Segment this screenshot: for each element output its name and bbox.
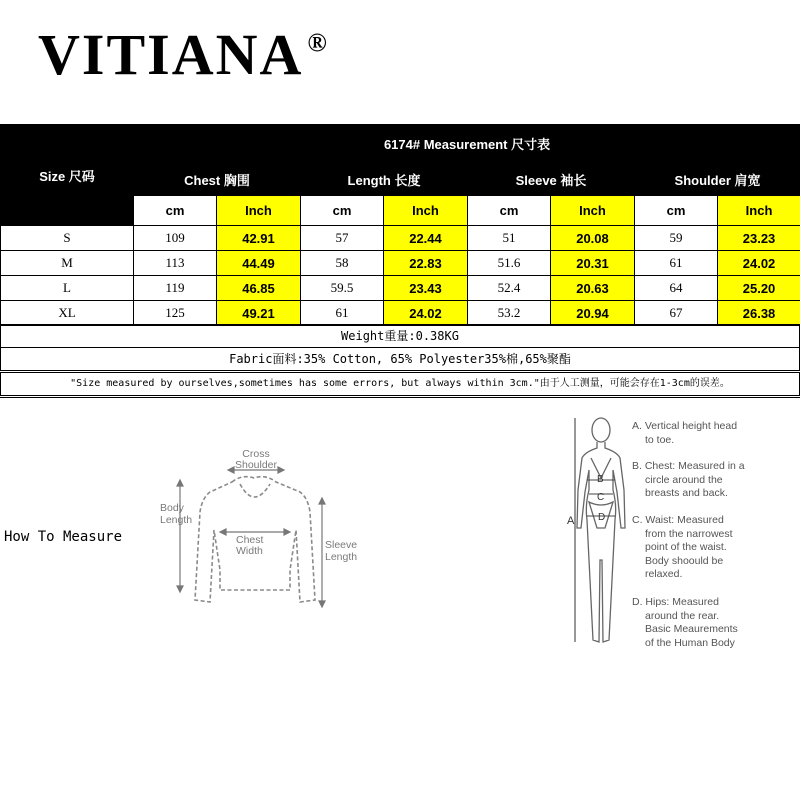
table-cell: 52.4 [468, 276, 551, 301]
table-cell: 109 [134, 226, 217, 251]
table-cell: 20.08 [551, 226, 635, 251]
sleeve-length-label-1: Sleeve [325, 539, 358, 551]
table-cell: 42.91 [217, 226, 301, 251]
desc-line: to toe. [645, 433, 675, 446]
table-cell: 23.23 [718, 226, 800, 251]
table-cell: 119 [134, 276, 217, 301]
desc-line: B. Chest: Measured in a [632, 460, 745, 472]
body-length-label-2: Length [160, 514, 193, 526]
group-shoulder: Shoulder 肩宽 [635, 163, 800, 196]
table-cell: 64 [635, 276, 718, 301]
desc-hips [632, 596, 792, 650]
desc-waist [632, 514, 792, 582]
unit-header: cm [301, 196, 384, 226]
desc-line: C. Waist: Measured [632, 514, 724, 526]
desc-line: breasts and back. [645, 487, 728, 499]
table-cell: 61 [301, 301, 384, 326]
desc-line: point of the waist. [645, 541, 727, 553]
arrow-icon [284, 529, 290, 535]
table-cell: 24.02 [718, 251, 800, 276]
table-cell: 22.44 [384, 226, 468, 251]
group-chest: Chest 胸围 [134, 163, 301, 196]
unit-header: cm [134, 196, 217, 226]
body-label-c: C [597, 492, 605, 503]
desc-chest [632, 460, 792, 501]
table-cell: 25.20 [718, 276, 800, 301]
desc-line: circle around the [645, 473, 723, 486]
size-cell: M [1, 251, 134, 276]
brand-logo [38, 22, 329, 87]
chest-width-label-2: Width [236, 545, 263, 557]
size-header: Size 尺码 [1, 125, 134, 226]
table-cell: 51.6 [468, 251, 551, 276]
unit-header: cm [468, 196, 551, 226]
table-cell: 51 [468, 226, 551, 251]
cross-shoulder-label-2: Shoulder [234, 459, 278, 471]
table-title: 6174# Measurement 尺寸表 [134, 125, 800, 163]
sweater-diagram [150, 440, 360, 620]
weight-row: Weight重量:0.38KG [0, 324, 800, 348]
brand-name: VITIANA [38, 22, 304, 87]
desc-line: Body shoould be [645, 554, 724, 567]
body-label-a: A [567, 515, 575, 527]
table-cell: 125 [134, 301, 217, 326]
unit-header: Inch [384, 196, 468, 226]
body-outline [577, 442, 625, 642]
table-cell: 49.21 [217, 301, 301, 326]
table-row [1, 301, 800, 326]
desc-line: Basic Meaurements [645, 623, 738, 635]
group-length: Length 长度 [301, 163, 468, 196]
size-note-row: "Size measured by ourselves,sometimes has some errors, but always within 3cm."由于人工测量，可能会存在1-3cm的误差。 [0, 372, 800, 396]
table-row [1, 276, 800, 301]
sleeve-length-label-2: Length [325, 551, 358, 563]
body-diagram [565, 410, 635, 660]
head-outline [592, 418, 610, 442]
arrow-icon [220, 529, 226, 535]
fabric-row: Fabric面料:35% Cotton, 65% Polyester35%棉,65%聚酯 [0, 347, 800, 371]
body-length-label-1: Body [160, 502, 184, 514]
sweater-neck [240, 484, 270, 497]
arrow-icon [177, 586, 183, 592]
table-cell: 44.49 [217, 251, 301, 276]
size-cell: L [1, 276, 134, 301]
desc-line: relaxed. [645, 568, 683, 580]
unit-header: Inch [217, 196, 301, 226]
table-cell: 57 [301, 226, 384, 251]
desc-height [632, 420, 792, 447]
group-sleeve: Sleeve 袖长 [468, 163, 635, 196]
table-cell: 23.43 [384, 276, 468, 301]
table-cell: 22.83 [384, 251, 468, 276]
table-cell: 58 [301, 251, 384, 276]
registered-mark: ® [307, 28, 329, 57]
table-cell: 26.38 [718, 301, 800, 326]
table-cell: 46.85 [217, 276, 301, 301]
desc-line: from the narrowest [645, 527, 733, 540]
arrow-icon [319, 601, 325, 607]
arrow-icon [228, 467, 234, 473]
unit-header: cm [635, 196, 718, 226]
arrow-icon [177, 480, 183, 486]
table-cell: 59 [635, 226, 718, 251]
unit-header: Inch [718, 196, 800, 226]
desc-line: A. Vertical height head [632, 420, 738, 432]
unit-header: Inch [551, 196, 635, 226]
size-cell: S [1, 226, 134, 251]
table-cell: 67 [635, 301, 718, 326]
body-label-d: D [598, 512, 606, 523]
table-cell: 59.5 [301, 276, 384, 301]
how-to-measure-title: How To Measure [4, 529, 123, 545]
table-cell: 61 [635, 251, 718, 276]
chest-width-label-1: Chest [236, 534, 264, 546]
body-label-b: B [597, 474, 604, 485]
arrow-icon [319, 498, 325, 504]
desc-line: D. Hips: Measured [632, 596, 719, 608]
table-row [1, 251, 800, 276]
size-table [0, 124, 800, 326]
table-cell: 20.31 [551, 251, 635, 276]
table-cell: 53.2 [468, 301, 551, 326]
desc-line: of the Human Body [645, 636, 735, 649]
size-cell: XL [1, 301, 134, 326]
cross-shoulder-label-1: Cross [242, 448, 270, 460]
desc-line: around the rear. [645, 609, 720, 622]
table-row [1, 226, 800, 251]
table-cell: 24.02 [384, 301, 468, 326]
table-cell: 20.63 [551, 276, 635, 301]
table-cell: 113 [134, 251, 217, 276]
arrow-icon [278, 467, 284, 473]
table-cell: 20.94 [551, 301, 635, 326]
